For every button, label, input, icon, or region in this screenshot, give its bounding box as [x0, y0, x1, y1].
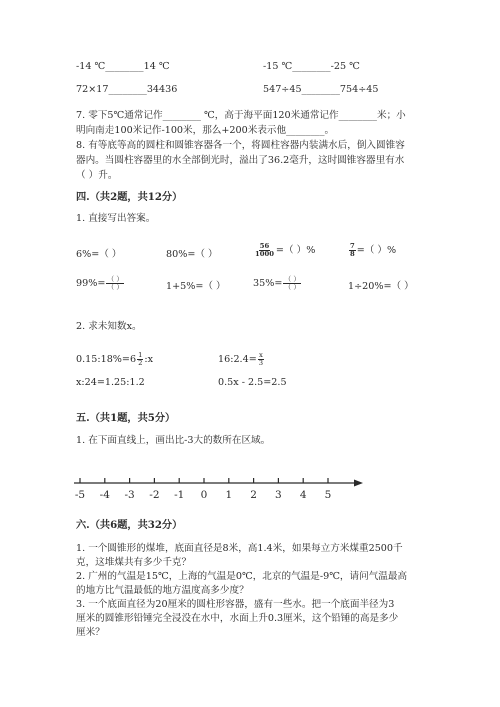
number-line-label: -4	[99, 489, 110, 501]
sec6-q2-line1: 2. 广州的气温是15℃，上海的气温是0℃，北京的气温是-9℃，请问气温最高	[76, 571, 408, 582]
number-line-label: -2	[149, 489, 160, 501]
sec6-q2-line2: 的地方比气温最低的地方温度高多少度？	[76, 585, 249, 596]
q8-line2: 器内。当圆柱容器里的水全部倒光时，溢出了36.2毫升，这时圆锥容器里有水	[76, 155, 405, 166]
number-line	[70, 470, 370, 506]
calc-99-percent: 99%= $\frac{( )}{( )}$	[76, 275, 124, 291]
calc-7-over-8: $\frac{7}{8}$ =（ ）%	[350, 242, 397, 258]
sec4-q1-title: 1. 直接写出答案。	[76, 213, 156, 224]
calc-1-plus-5-percent: 1+5%=（ ）	[166, 281, 226, 292]
number-line-label: 1	[225, 489, 233, 501]
q7-line2: 明向南走100米记作-100米，那么+200米表示他________。	[76, 125, 335, 136]
calc-6-percent: 6%=（ ）	[76, 249, 122, 260]
number-line-label: -1	[174, 489, 185, 501]
calc-1-div-20-percent: 1÷20%=（ ）	[348, 281, 414, 292]
number-line-arrow	[354, 480, 363, 487]
compare-r1c1: -14 ℃________14 ℃	[76, 61, 170, 72]
section-6-title: 六.（共6题，共32分）	[76, 519, 183, 531]
q7-line1: 7. 零下5℃通常记作________ ℃，高于海平面120米通常记作________米；小	[76, 110, 406, 121]
calc-80-percent: 80%=（ ）	[166, 249, 218, 260]
sec6-q1-line1: 1. 一个圆锥形的煤堆，底面直径是8米，高1.4米，如果每立方米煤重2500千	[76, 543, 403, 554]
sec6-q1-line2: 克，这堆煤共有多少千克？	[76, 557, 192, 568]
number-line-label: 0	[200, 489, 208, 501]
calc-35-percent: 35%= $\frac{( )}{( )}$	[253, 275, 301, 291]
compare-r2c1: 72×17________34436	[76, 84, 178, 95]
compare-r2c2: 547÷45________754÷45	[263, 84, 379, 95]
compare-r1c2: -15 ℃________-25 ℃	[263, 61, 360, 72]
q8-line3: （ ）升。	[76, 170, 118, 181]
q8-line1: 8. 有等底等高的圆柱和圆锥容器各一个，将圆柱容器内装满水后，倒入圆锥容	[76, 140, 405, 151]
number-line-label: -5	[74, 489, 86, 501]
sec6-q3-line3: 厘米？	[76, 627, 105, 638]
sec5-q1: 1. 在下面直线上，画出比-3大的数所在区域。	[76, 435, 271, 446]
sec6-q3-line1: 3. 一个底面直径为20厘米的圆柱形容器，盛有一些水。把一个底面半径为3	[76, 599, 395, 610]
number-line-label: 5	[324, 489, 332, 501]
sec4-q2-title: 2. 求未知数x。	[76, 321, 142, 332]
equation-1: 0.15:18%=6 $\frac{1}{2}$ :x	[76, 351, 154, 367]
equation-2: 16:2.4= $\frac{x}{3}$	[218, 351, 264, 367]
number-line-label: 2	[250, 489, 257, 501]
sec6-q3-line2: 厘米的圆锥形铅锤完全浸没在水中，水面上升0.3厘米，这个铅锤的高是多少	[76, 613, 399, 624]
section-5-title: 五.（共1题，共5分）	[76, 412, 176, 424]
section-4-title: 四.（共2题，共12分）	[76, 191, 183, 203]
number-line-label: 4	[299, 489, 307, 501]
equation-3: x:24=1.25:1.2	[76, 377, 145, 388]
equation-4: 0.5x - 2.5=2.5	[218, 377, 287, 388]
calc-56-over-1000: $\frac{56}{1000}$ =（ ）%	[255, 242, 316, 258]
number-line-label: -3	[124, 489, 135, 501]
number-line-label: 3	[275, 489, 282, 501]
